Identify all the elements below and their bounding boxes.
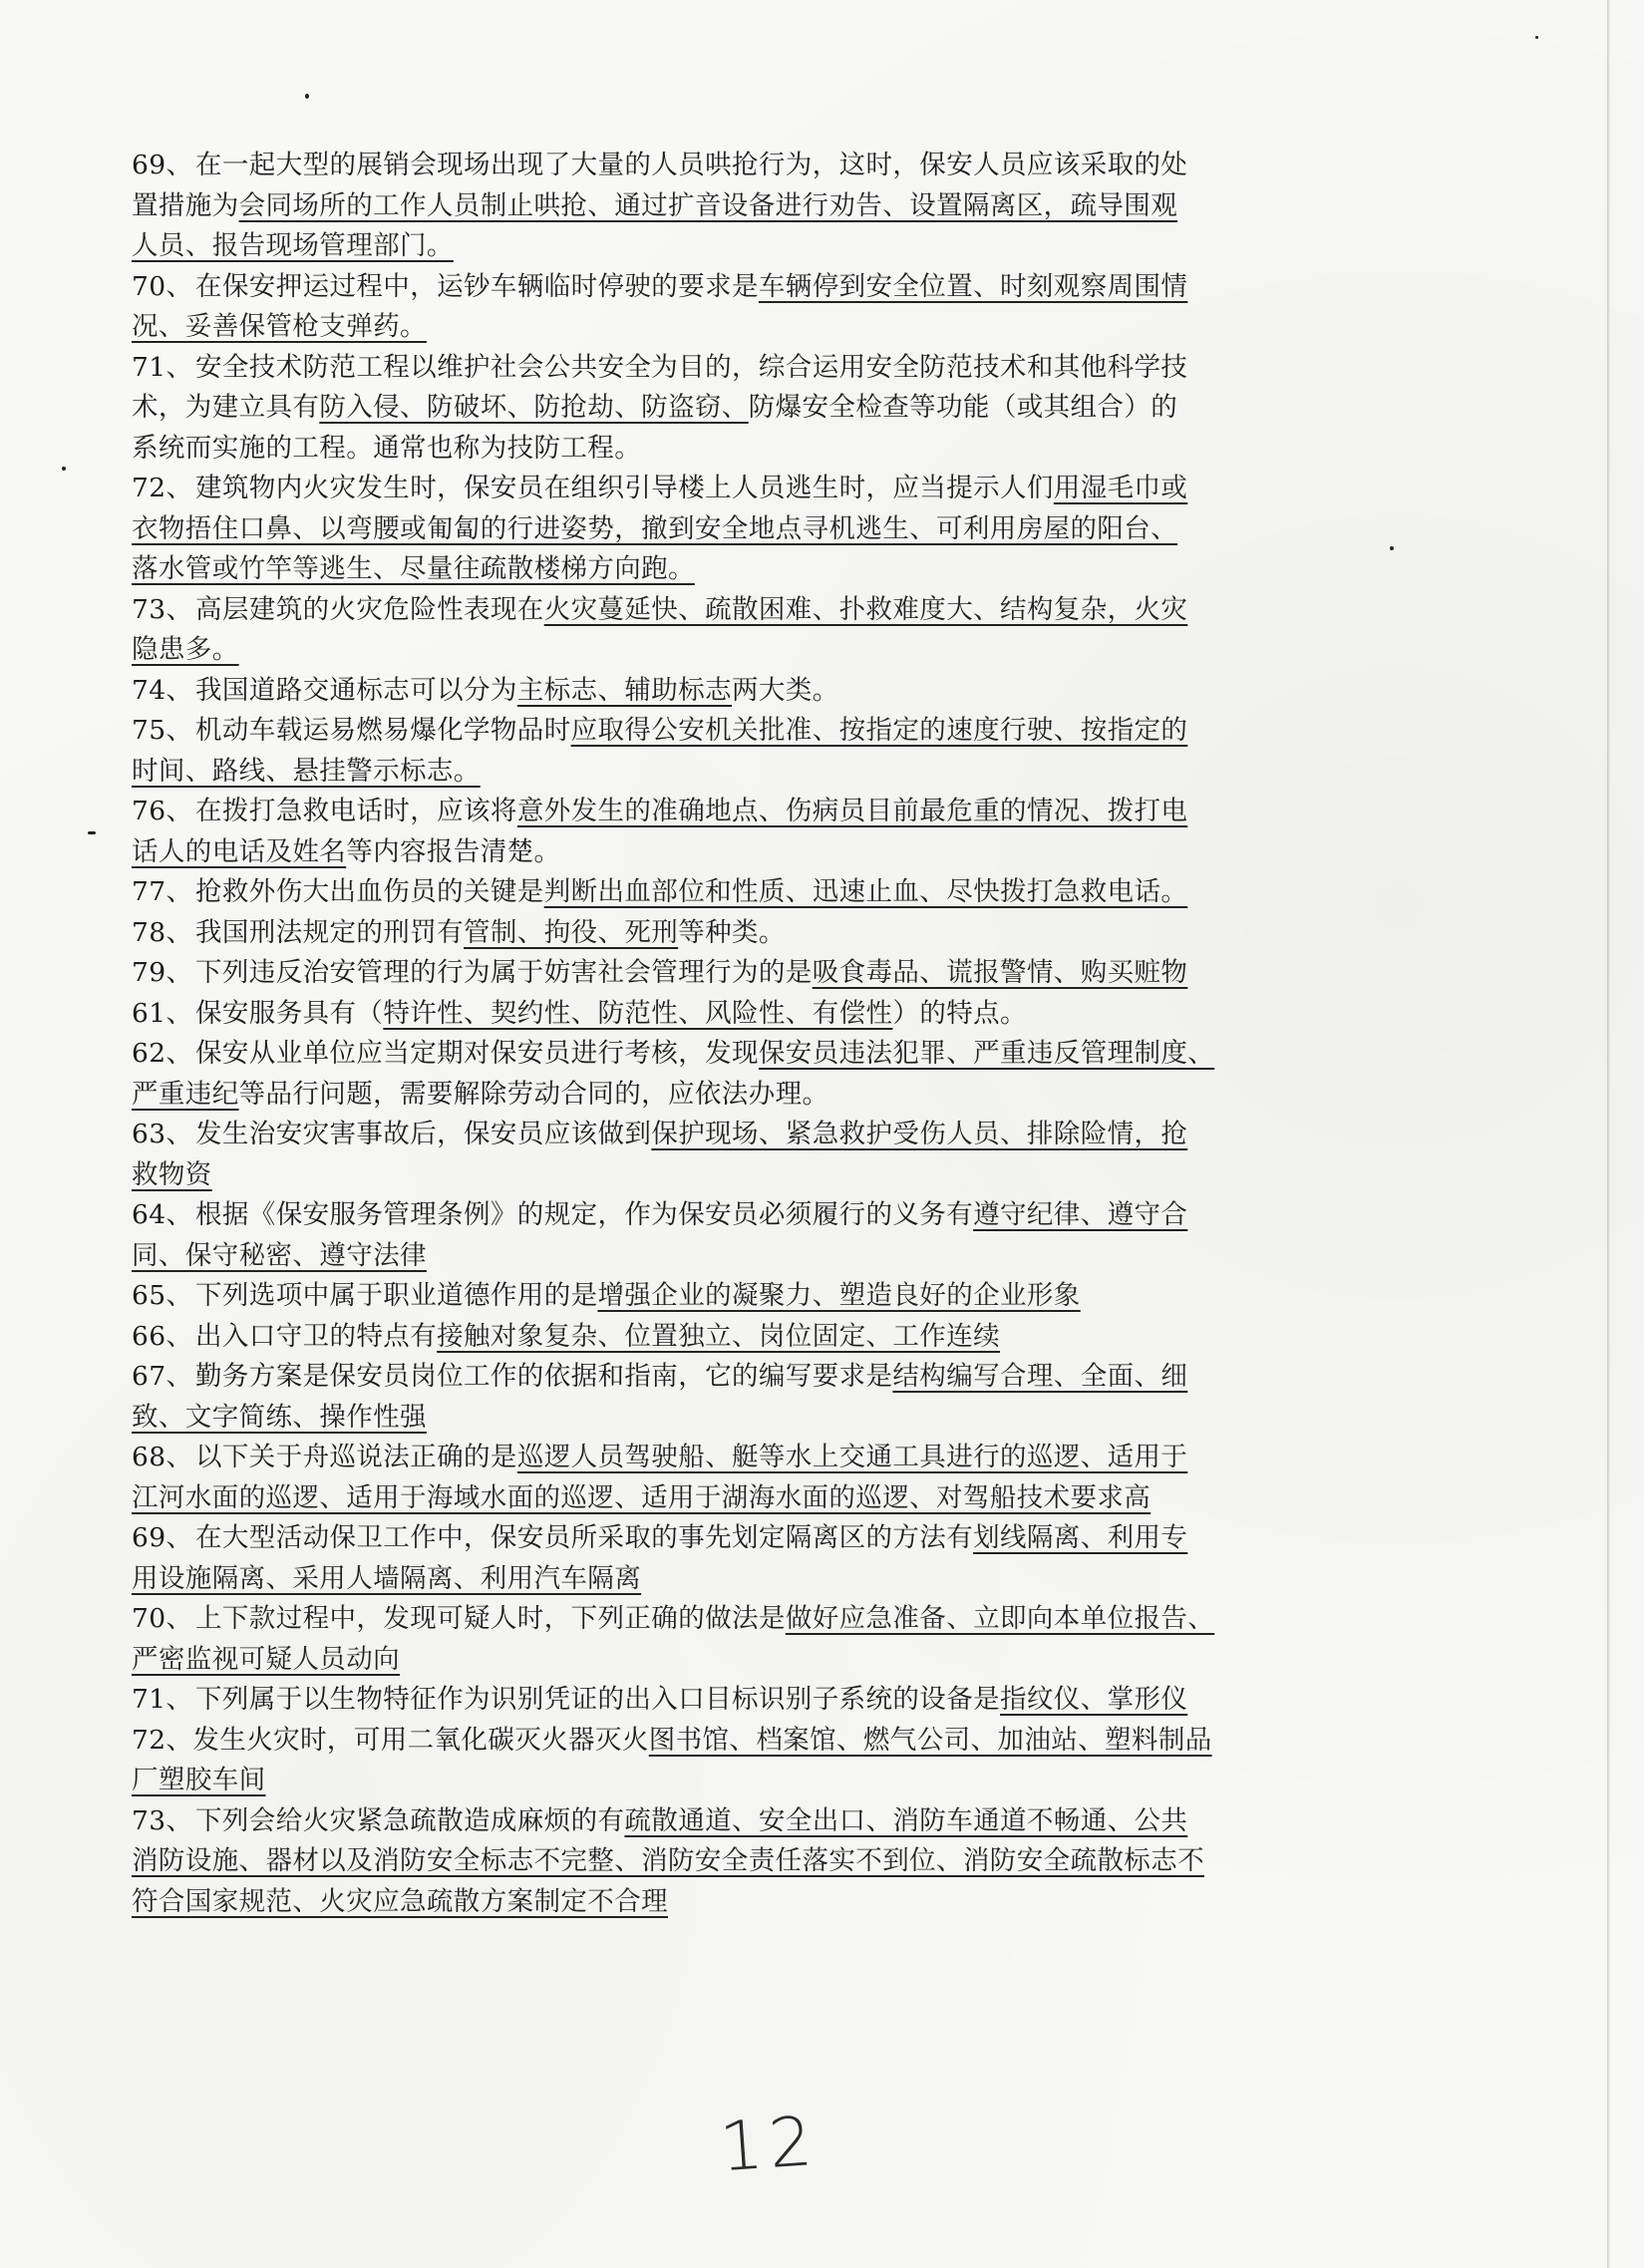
answer-text: 时间、路线、悬挂警示标志。 <box>132 755 481 787</box>
question-text: 72、 <box>132 1724 193 1756</box>
text-line <box>132 429 1318 470</box>
question-number: 69、 <box>132 150 193 180</box>
answer-text: 主标志、辅助标志 <box>516 674 733 706</box>
answer-text: 应取得公安机关批准、按指定的速度行驶、按指定的 <box>570 715 1188 746</box>
question-text: 保安服务具有（ <box>195 997 384 1029</box>
scan-speck <box>62 467 66 471</box>
text-line <box>132 1276 1318 1317</box>
text-line <box>132 469 1318 509</box>
question-text: 机动车载运易燃易爆化学物品时 <box>195 715 571 746</box>
question-text: 上下款过程中，发现可疑人时，下列正确的做法是 <box>195 1603 786 1634</box>
question-number: 65、 <box>132 1280 193 1311</box>
text-line <box>132 994 1318 1035</box>
question-number: 76、 <box>132 796 193 826</box>
text-line <box>132 752 1318 793</box>
answer-text: 话人的电话及姓名 <box>132 835 347 867</box>
question-number: 73、 <box>132 593 193 625</box>
question-number: 69、 <box>132 1522 193 1553</box>
question-text: 高层建筑的火灾危险性表现在 <box>195 593 544 625</box>
question-text: 等内容报告清楚。 <box>346 835 561 867</box>
answer-text: 指纹仪、掌形仪 <box>1000 1684 1188 1715</box>
question-text: 发生火灾时，可用二氧化碳灭火器灭火 <box>192 1724 649 1756</box>
answer-text: 划线隔离、利用专 <box>973 1522 1188 1553</box>
question-number: 73、 <box>132 1804 193 1836</box>
text-line <box>132 1680 1318 1721</box>
text-line <box>132 186 1318 227</box>
answer-text: 江河水面的巡逻、适用于海域水面的巡逻、适用于湖海水面的巡逻、对驾船技术要求高 <box>132 1481 1151 1513</box>
text-line <box>132 1317 1318 1358</box>
text-line <box>132 1841 1318 1882</box>
question-text: 根据《保安服务管理条例》的规定，作为保安员必须履行的义务有 <box>195 1199 974 1230</box>
answer-text: 用设施隔离、采用人墙隔离、利用汽车隔离 <box>132 1562 642 1594</box>
text-line <box>132 590 1318 631</box>
answer-text: 管制、拘役、死刑 <box>464 916 679 948</box>
text-line <box>132 267 1318 308</box>
page-number: 12 <box>717 2102 822 2188</box>
question-number: 70、 <box>132 1603 193 1634</box>
text-line <box>132 1801 1318 1842</box>
answer-text: 吸食毒品、谎报警情、购买赃物 <box>812 957 1188 988</box>
question-number: 67、 <box>132 1361 193 1392</box>
answer-text: 意外发生的准确地点、伤病员目前最危重的情况、拨打电 <box>516 796 1188 826</box>
question-text: ）的特点。 <box>892 997 1027 1029</box>
question-number: 63、 <box>132 1119 193 1149</box>
text-line <box>132 1115 1318 1155</box>
text-line <box>132 1398 1318 1439</box>
answer-text: 隐患多。 <box>132 634 239 665</box>
question-text: 出入口守卫的特点有 <box>195 1320 438 1352</box>
text-line <box>132 1438 1318 1478</box>
question-text: 下列会给火灾紧急疏散造成麻烦的有 <box>195 1804 625 1836</box>
answer-text: 特许性、契约性、防范性、风险性、有偿性 <box>383 997 893 1029</box>
answer-text: 符合国家规范、火灾应急疏散方案制定不合理 <box>132 1885 668 1917</box>
question-text: 在大型活动保卫工作中，保安员所采取的事先划定隔离区的方法有 <box>195 1522 974 1553</box>
text-line <box>132 1882 1318 1923</box>
answer-text: 保安员违法犯罪、严重违反管理制度、 <box>758 1038 1215 1069</box>
text-line <box>132 146 1318 186</box>
question-text: 发生治安灾害事故后，保安员应该做到 <box>195 1119 652 1149</box>
text-line <box>132 307 1318 348</box>
question-text: 术，为建立具有 <box>132 392 320 423</box>
question-number: 71、 <box>132 351 193 383</box>
question-number: 75、 <box>132 715 193 746</box>
text-line <box>132 953 1318 994</box>
question-text: 下列违反治安管理的行为属于妨害社会管理行为的是 <box>195 957 813 988</box>
text-line <box>132 226 1318 267</box>
text-line <box>132 1721 1318 1762</box>
question-text: 置措施为 <box>132 189 239 221</box>
text-line <box>132 1559 1318 1600</box>
question-text: 以下关于舟巡说法正确的是 <box>195 1442 517 1472</box>
question-number: 68、 <box>132 1442 193 1472</box>
question-text: 抢救外伤大出血伤员的关键是 <box>195 876 544 907</box>
answer-text: 疏散通道、安全出口、消防车通道不畅通、公共 <box>624 1804 1188 1836</box>
question-text: 我国道路交通标志可以分为 <box>195 674 517 706</box>
text-line <box>132 1518 1318 1559</box>
question-text: 安全技术防范工程以维护社会公共安全为目的，综合运用安全防范技术和其他科学技 <box>195 351 1188 383</box>
answer-text: 致、文字简练、操作性强 <box>132 1401 427 1433</box>
question-text: 在拨打急救电话时，应该将 <box>195 796 517 826</box>
question-number: 61、 <box>132 997 193 1029</box>
question-number: 62、 <box>132 1038 193 1069</box>
answer-text: 防入侵、防破坏、防抢劫、防盗窃、 <box>319 392 749 423</box>
question-text: 我国刑法规定的刑罚有 <box>195 916 464 948</box>
text-line <box>132 1357 1318 1398</box>
answer-text: 遵守纪律、遵守合 <box>973 1199 1188 1230</box>
scan-speck <box>305 94 309 99</box>
answer-text: 结构编写合理、全面、细 <box>892 1361 1188 1392</box>
question-text: 下列选项中属于职业道德作用的是 <box>195 1280 598 1311</box>
answer-text: 救物资 <box>132 1158 212 1190</box>
text-line <box>132 388 1318 429</box>
question-number: 78、 <box>132 916 193 948</box>
answer-text: 消防设施、器材以及消防安全标志不完整、消防安全责任落实不到位、消防安全疏散标志不 <box>132 1845 1204 1876</box>
answer-text: 严密监视可疑人员动向 <box>132 1643 400 1675</box>
question-number: 70、 <box>132 270 193 302</box>
text-line <box>132 1478 1318 1519</box>
question-number: 74、 <box>132 674 193 706</box>
question-text: 在保安押运过程中，运钞车辆临时停驶的要求是 <box>195 270 759 302</box>
question-text: 下列属于以生物特征作为识别凭证的出入口目标识别子系统的设备是 <box>195 1684 1000 1715</box>
answer-text: 火灾蔓延快、疏散困难、扑救难度大、结构复杂，火灾 <box>543 593 1188 625</box>
text-line <box>132 1075 1318 1116</box>
answer-text: 用湿毛巾或 <box>1053 473 1188 503</box>
text-line <box>132 549 1318 590</box>
question-text: 系统而实施的工程。通常也称为技防工程。 <box>132 432 642 464</box>
text-line <box>132 1034 1318 1075</box>
answer-text: 增强企业的凝聚力、塑造良好的企业形象 <box>597 1280 1081 1311</box>
answer-text: 况、妥善保管枪支弹药。 <box>132 311 427 342</box>
text-line <box>132 671 1318 712</box>
scan-speck <box>1390 546 1394 550</box>
text-line <box>132 872 1318 913</box>
question-text: 在一起大型的展销会现场出现了大量的人员哄抢行为，这时，保安人员应该采取的处 <box>195 150 1188 180</box>
text-line <box>132 509 1318 550</box>
question-text: 等种类。 <box>678 916 786 948</box>
text-line <box>132 1640 1318 1681</box>
text-line <box>132 1195 1318 1236</box>
question-text: 建筑物内火灾发生时，保安员在组织引导楼上人员逃生时，应当提示人们 <box>195 473 1054 503</box>
answer-text: 衣物捂住口鼻、以弯腰或匍匐的行进姿势，撤到安全地点寻机逃生、可利用房屋的阳台、 <box>132 512 1178 544</box>
question-number: 64、 <box>132 1199 193 1230</box>
question-text: 勤务方案是保安员岗位工作的依据和指南，它的编写要求是 <box>195 1361 893 1392</box>
text-line <box>132 832 1318 873</box>
text-line <box>132 792 1318 832</box>
text-line <box>132 1761 1318 1801</box>
answer-text: 图书馆、档案馆、燃气公司、加油站、塑料制品 <box>648 1724 1212 1756</box>
question-number: 79、 <box>132 957 193 988</box>
answer-text: 巡逻人员驾驶船、艇等水上交通工具进行的巡逻、适用于 <box>516 1442 1188 1472</box>
answer-text: 人员、报告现场管理部门。 <box>132 230 454 261</box>
question-text: 两大类。 <box>732 674 839 706</box>
text-line <box>132 711 1318 752</box>
answer-text: 车辆停到安全位置、时刻观察周围情 <box>758 270 1188 302</box>
scan-speck <box>88 831 96 834</box>
answer-text: 会同场所的工作人员制止哄抢、通过扩音设备进行劝告、设置隔离区，疏导围观 <box>238 189 1178 221</box>
question-text: 等品行问题，需要解除劳动合同的，应依法办理。 <box>238 1078 829 1110</box>
text-line <box>132 630 1318 671</box>
answer-text: 接触对象复杂、位置独立、岗位固定、工作连续 <box>437 1320 1001 1352</box>
text-line <box>132 1155 1318 1196</box>
answer-text: 落水管或竹竿等逃生、尽量往疏散楼梯方向跑。 <box>132 553 695 584</box>
answer-text: 判断出血部位和性质、迅速止血、尽快拨打急救电话。 <box>543 876 1188 907</box>
page-edge-shadow <box>1607 0 1610 2268</box>
scan-speck <box>1535 36 1538 39</box>
answer-text: 保护现场、紧急救护受伤人员、排除险情，抢 <box>651 1119 1188 1149</box>
question-number: 77、 <box>132 876 193 907</box>
question-number: 71、 <box>132 1684 193 1715</box>
text-line <box>132 1599 1318 1640</box>
question-text: 保安从业单位应当定期对保安员进行考核，发现 <box>195 1038 759 1069</box>
text-line <box>132 913 1318 954</box>
question-number: 72、 <box>132 473 193 503</box>
question-list <box>132 146 1318 1922</box>
answer-text: 同、保守秘密、遵守法律 <box>132 1239 427 1271</box>
answer-text: 做好应急准备、立即向本单位报告、 <box>785 1603 1215 1634</box>
question-number: 66、 <box>132 1320 193 1352</box>
question-text: 防爆安全检查等功能（或其组合）的 <box>748 392 1178 423</box>
answer-text: 厂塑胶车间 <box>132 1765 266 1795</box>
text-line <box>132 1236 1318 1277</box>
answer-text: 严重违纪 <box>132 1078 239 1110</box>
text-line <box>132 348 1318 389</box>
